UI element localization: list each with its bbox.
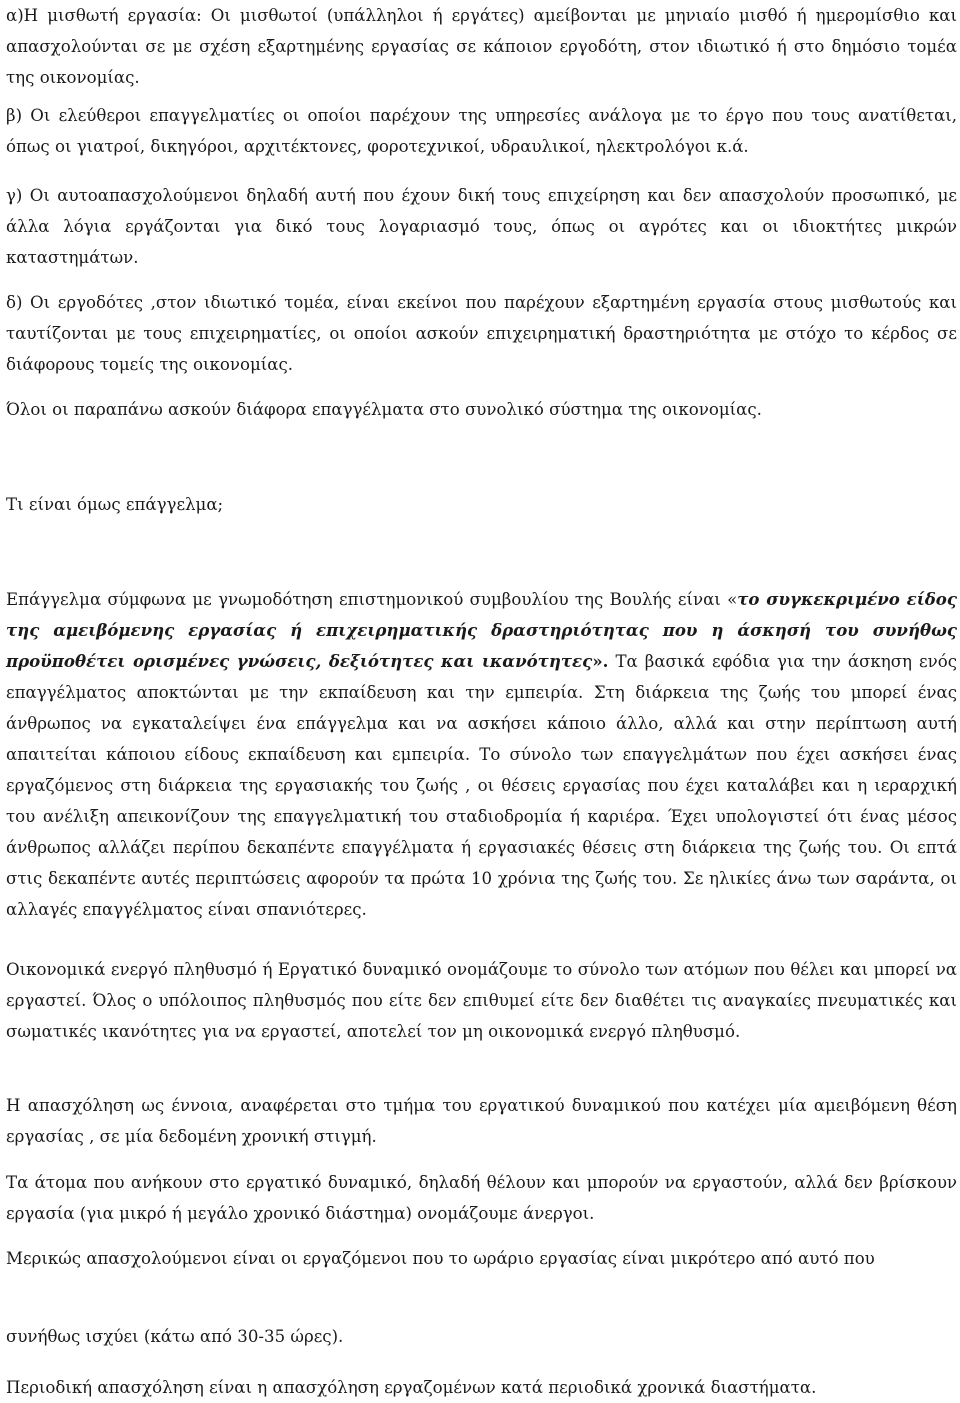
paragraph-freelancers: β) Οι ελεύθεροι επαγγελματίες οι οποίοι παρέχουν της υπηρεσίες ανάλογα με το έργο που τους ανατίθεται, όπως οι γιατροί, δικηγόροι, αρχιτέκτονες, φοροτεχνικοί, υδραυλικοί, ηλεκτρολόγοι κ.ά. xyxy=(6,106,957,156)
paragraph-labor-force: Οικονομικά ενεργό πληθυσμό ή Εργατικό δυναμικό ονομάζουμε το σύνολο των ατόμων που θέλει και μπορεί να εργαστεί. Όλος ο υπόλοιπος πληθυσμός που είτε δεν επιθυμεί είτε δεν διαθέτει τις αναγκαίες πνευματικές και σωματικές ικανότητες για να εργαστεί, αποτελεί τον μη οικονομικά ενεργό πληθυσμό. xyxy=(6,960,957,1041)
paragraph-employers: δ) Οι εργοδότες ,στον ιδιωτικό τομέα, είναι εκείνοι που παρέχουν εξαρτημένη εργασία στους μισθωτούς και ταυτίζονται με τους επιχειρηματίες, οι οποίοι ασκούν επιχειρηματική δραστηριότητα με στόχο το κέρδος σε διάφορους τομείς της οικονομίας. xyxy=(6,293,957,374)
paragraph-self-employed: γ) Οι αυτοαπασχολούμενοι δηλαδή αυτή που έχουν δική τους επιχείρηση και δεν απασχολούν προσωπικό, με άλλα λόγια εργάζονται για δικό τους λογαριασμό τους, όπως οι αγρότες και οι ιδιοκτήτες μικρών καταστημάτων. xyxy=(6,186,957,267)
paragraph-question: Τι είναι όμως επάγγελμα; xyxy=(6,495,224,514)
paragraph-unemployed: Τα άτομα που ανήκουν στο εργατικό δυναμικό, δηλαδή θέλουν και μπορούν να εργαστούν, αλλά δεν βρίσκουν εργασία (για μικρό ή μεγάλο χρονικό διάστημα) ονομάζουμε άνεργοι. xyxy=(6,1173,957,1223)
paragraph-periodic-employment: Περιοδική απασχόληση είναι η απασχόληση εργαζομένων κατά περιοδικά χρονικά διαστήματα. xyxy=(6,1378,817,1397)
definition-close-quote: ». xyxy=(592,651,609,671)
paragraph-part-time-hours: συνήθως ισχύει (κάτω από 30-35 ώρες). xyxy=(6,1327,344,1346)
definition-intro: Επάγγελμα σύμφωνα με γνωμοδότηση επιστημονικού συμβουλίου της Βουλής είναι « xyxy=(6,590,738,609)
paragraph-summary: Όλοι οι παραπάνω ασκούν διάφορα επαγγέλματα στο συνολικό σύστημα της οικονομίας. xyxy=(6,400,762,419)
paragraph-salaried-work: α)Η μισθωτή εργασία: Οι μισθωτοί (υπάλληλοι ή εργάτες) αμείβονται με μηνιαίο μισθό ή ημερομίσθιο και απασχολούνται σε με σχέση εξαρτημένης εργασίας σε κάποιον εργοδότη, στον ιδιωτικό ή στο δημόσιο τομέα της οικονομίας. xyxy=(6,6,957,87)
paragraph-employment: Η απασχόληση ως έννοια, αναφέρεται στο τμήμα του εργατικού δυναμικού που κατέχει μία αμειβόμενη θέση εργασίας , σε μία δεδομένη χρονική στιγμή. xyxy=(6,1096,957,1146)
paragraph-part-time: Μερικώς απασχολούμενοι είναι οι εργαζόμενοι που το ωράριο εργασίας είναι μικρότερο από αυτό που xyxy=(6,1249,875,1268)
definition-continuation: Τα βασικά εφόδια για την άσκηση ενός επαγγέλματος αποκτώνται με την εκπαίδευση και την εμπειρία. Στη διάρκεια της ζωής του μπορεί ένας άνθρωπος να εγκαταλείψει ένα επάγγελμα και να ασκήσει κάποιο άλλο, αλλά και στην περίπτωση αυτή απαιτείται κάποιου είδους εκπαίδευση και εμπειρία. Το σύνολο των επαγγελμάτων που έχει ασκήσει ένας εργαζόμενος στη διάρκεια της εργασιακής του ζωής , οι θέσεις εργασίας που έχει καταλάβει και η ιεραρχική του ανέλιξη απεικονίζουν της επαγγελματική του σταδιοδρομία ή καριέρα. Έχει υπολογιστεί ότι ένας μέσος άνθρωπος αλλάζει περίπου δεκαπέντε επαγγέλματα ή εργασιακές θέσεις στη διάρκεια της ζωής του. Οι επτά στις δεκαπέντε αυτές περιπτώσεις αφορούν τα πρώτα 10 χρόνια της ζωής του. Σε ηλικίες άνω των σαράντα, οι αλλαγές επαγγέλματος είναι σπανιότερες. xyxy=(6,652,957,919)
paragraph-profession-definition xyxy=(6,584,957,925)
definition-emphasis: το συγκεκριμένο είδος της αμειβόμενης εργασίας ή επιχειρηματικής δραστηριότητας που η άσκησή του συνήθως προϋποθέτει ορισμένες γνώσεις, δεξιότητες και ικανότητες xyxy=(6,589,957,671)
